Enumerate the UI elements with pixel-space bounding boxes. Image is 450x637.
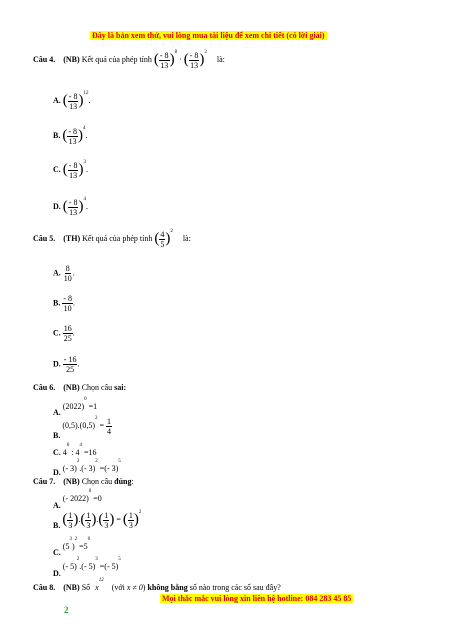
q5-option-d[interactable]: D. $\frac{- 16}{25}$ . bbox=[53, 355, 80, 374]
question-level: (NB) bbox=[63, 383, 80, 392]
q4-option-c[interactable]: C. ( $\frac{- 8}{13}$ )$^3$. bbox=[53, 160, 88, 180]
question-label: Câu 7. bbox=[33, 477, 56, 486]
question-4 bbox=[33, 50, 225, 70]
question-level: (NB) bbox=[63, 477, 80, 486]
question-text: Số bbox=[81, 583, 91, 592]
question-suffix: là: bbox=[216, 55, 225, 64]
q7-option-d[interactable]: D. (- 5)$^2$.(- 5)$^3$ =(- 5)$^5$ bbox=[53, 557, 121, 578]
q5-option-b[interactable]: B. $\frac{- 8}{10}$ . bbox=[53, 294, 76, 313]
q4-option-a[interactable]: A. ( $\frac{- 8}{13}$ )$^{12}$. bbox=[53, 91, 91, 111]
q5-option-c[interactable]: C. $\frac{16}{25}$ . bbox=[53, 324, 75, 343]
q7-option-c[interactable]: C. $(5^3)^2 =5^6$ bbox=[53, 537, 91, 557]
q6-option-c[interactable]: C. $4^6$ : $4^4 =16$ bbox=[53, 443, 97, 457]
question-5 bbox=[33, 229, 191, 249]
q4-option-b[interactable]: B. ( $\frac{- 8}{13}$ )$^4$. bbox=[53, 126, 88, 146]
question-suffix: là: bbox=[182, 234, 191, 243]
hotline-banner: Mọi thắc mắc vui lòng xin liên hệ hotline: 084 283 45 85 bbox=[162, 594, 352, 603]
question-level: (NB) bbox=[63, 55, 80, 64]
q5-option-a[interactable]: A. $\frac{8}{10}$ . bbox=[53, 264, 75, 283]
preview-banner: Đây là bản xem thử, vui lòng mua tài liệu để xem chi tiết (có lời giải) bbox=[92, 31, 325, 40]
question-emphasis: sai: bbox=[114, 383, 127, 392]
question-label: Câu 4. bbox=[33, 55, 56, 64]
question-label: Câu 8. bbox=[33, 583, 56, 592]
question-7: Câu 7. (NB) Chọn câu đúng: bbox=[33, 477, 134, 486]
question-text: Chọn câu bbox=[81, 477, 113, 486]
question-text: Kết quả của phép tính bbox=[81, 55, 152, 64]
q4-option-d[interactable]: D. ( $\frac{- 8}{13}$ )$^4$. bbox=[53, 197, 88, 217]
question-emphasis: đúng bbox=[114, 477, 132, 486]
question-level: (TH) bbox=[63, 234, 81, 243]
question-level: (NB) bbox=[63, 583, 80, 592]
question-6 bbox=[33, 383, 126, 392]
question-emphasis: không bằng bbox=[147, 583, 188, 592]
question-text: Kết quả của phép tính bbox=[82, 234, 153, 243]
q6-option-b[interactable]: B. $(0,5).(0,5)^2$ = $\frac{1}{4}$ bbox=[53, 416, 112, 440]
q6-option-d[interactable]: D. (- 3)$^3$.(- 3)$^2$ =(- 3)$^5$ bbox=[53, 459, 121, 477]
question-label: Câu 5. bbox=[33, 234, 56, 243]
question-8: Câu 8. (NB) Số $x^{12}$ (với x ≠ 0) không bằng số nào trong các số sau đây? bbox=[33, 578, 281, 592]
question-text: Chọn câu bbox=[81, 383, 113, 392]
question-label: Câu 6. bbox=[33, 383, 56, 392]
q5-expression: ( $\frac{4}{5}$ )$^2$ bbox=[154, 229, 173, 249]
q4-expression: ( $\frac{- 8}{13}$ )$^8$ · ( $\frac{- 8}{13}$ )$^2$ bbox=[153, 50, 207, 70]
q7-option-a[interactable]: A. (- 2022)$^0$ =0 bbox=[53, 489, 102, 510]
q7-option-b[interactable]: B. ( $\frac{1}{3}$ ).( $\frac{1}{3}$ ).( $\frac{1}{3}$ ) = ( $\frac{1}{3}$ )$^2$ bbox=[53, 510, 142, 530]
q6-option-a[interactable]: A. $(2022)^0 =1$ bbox=[53, 397, 98, 417]
page-number: 2 bbox=[64, 605, 69, 615]
